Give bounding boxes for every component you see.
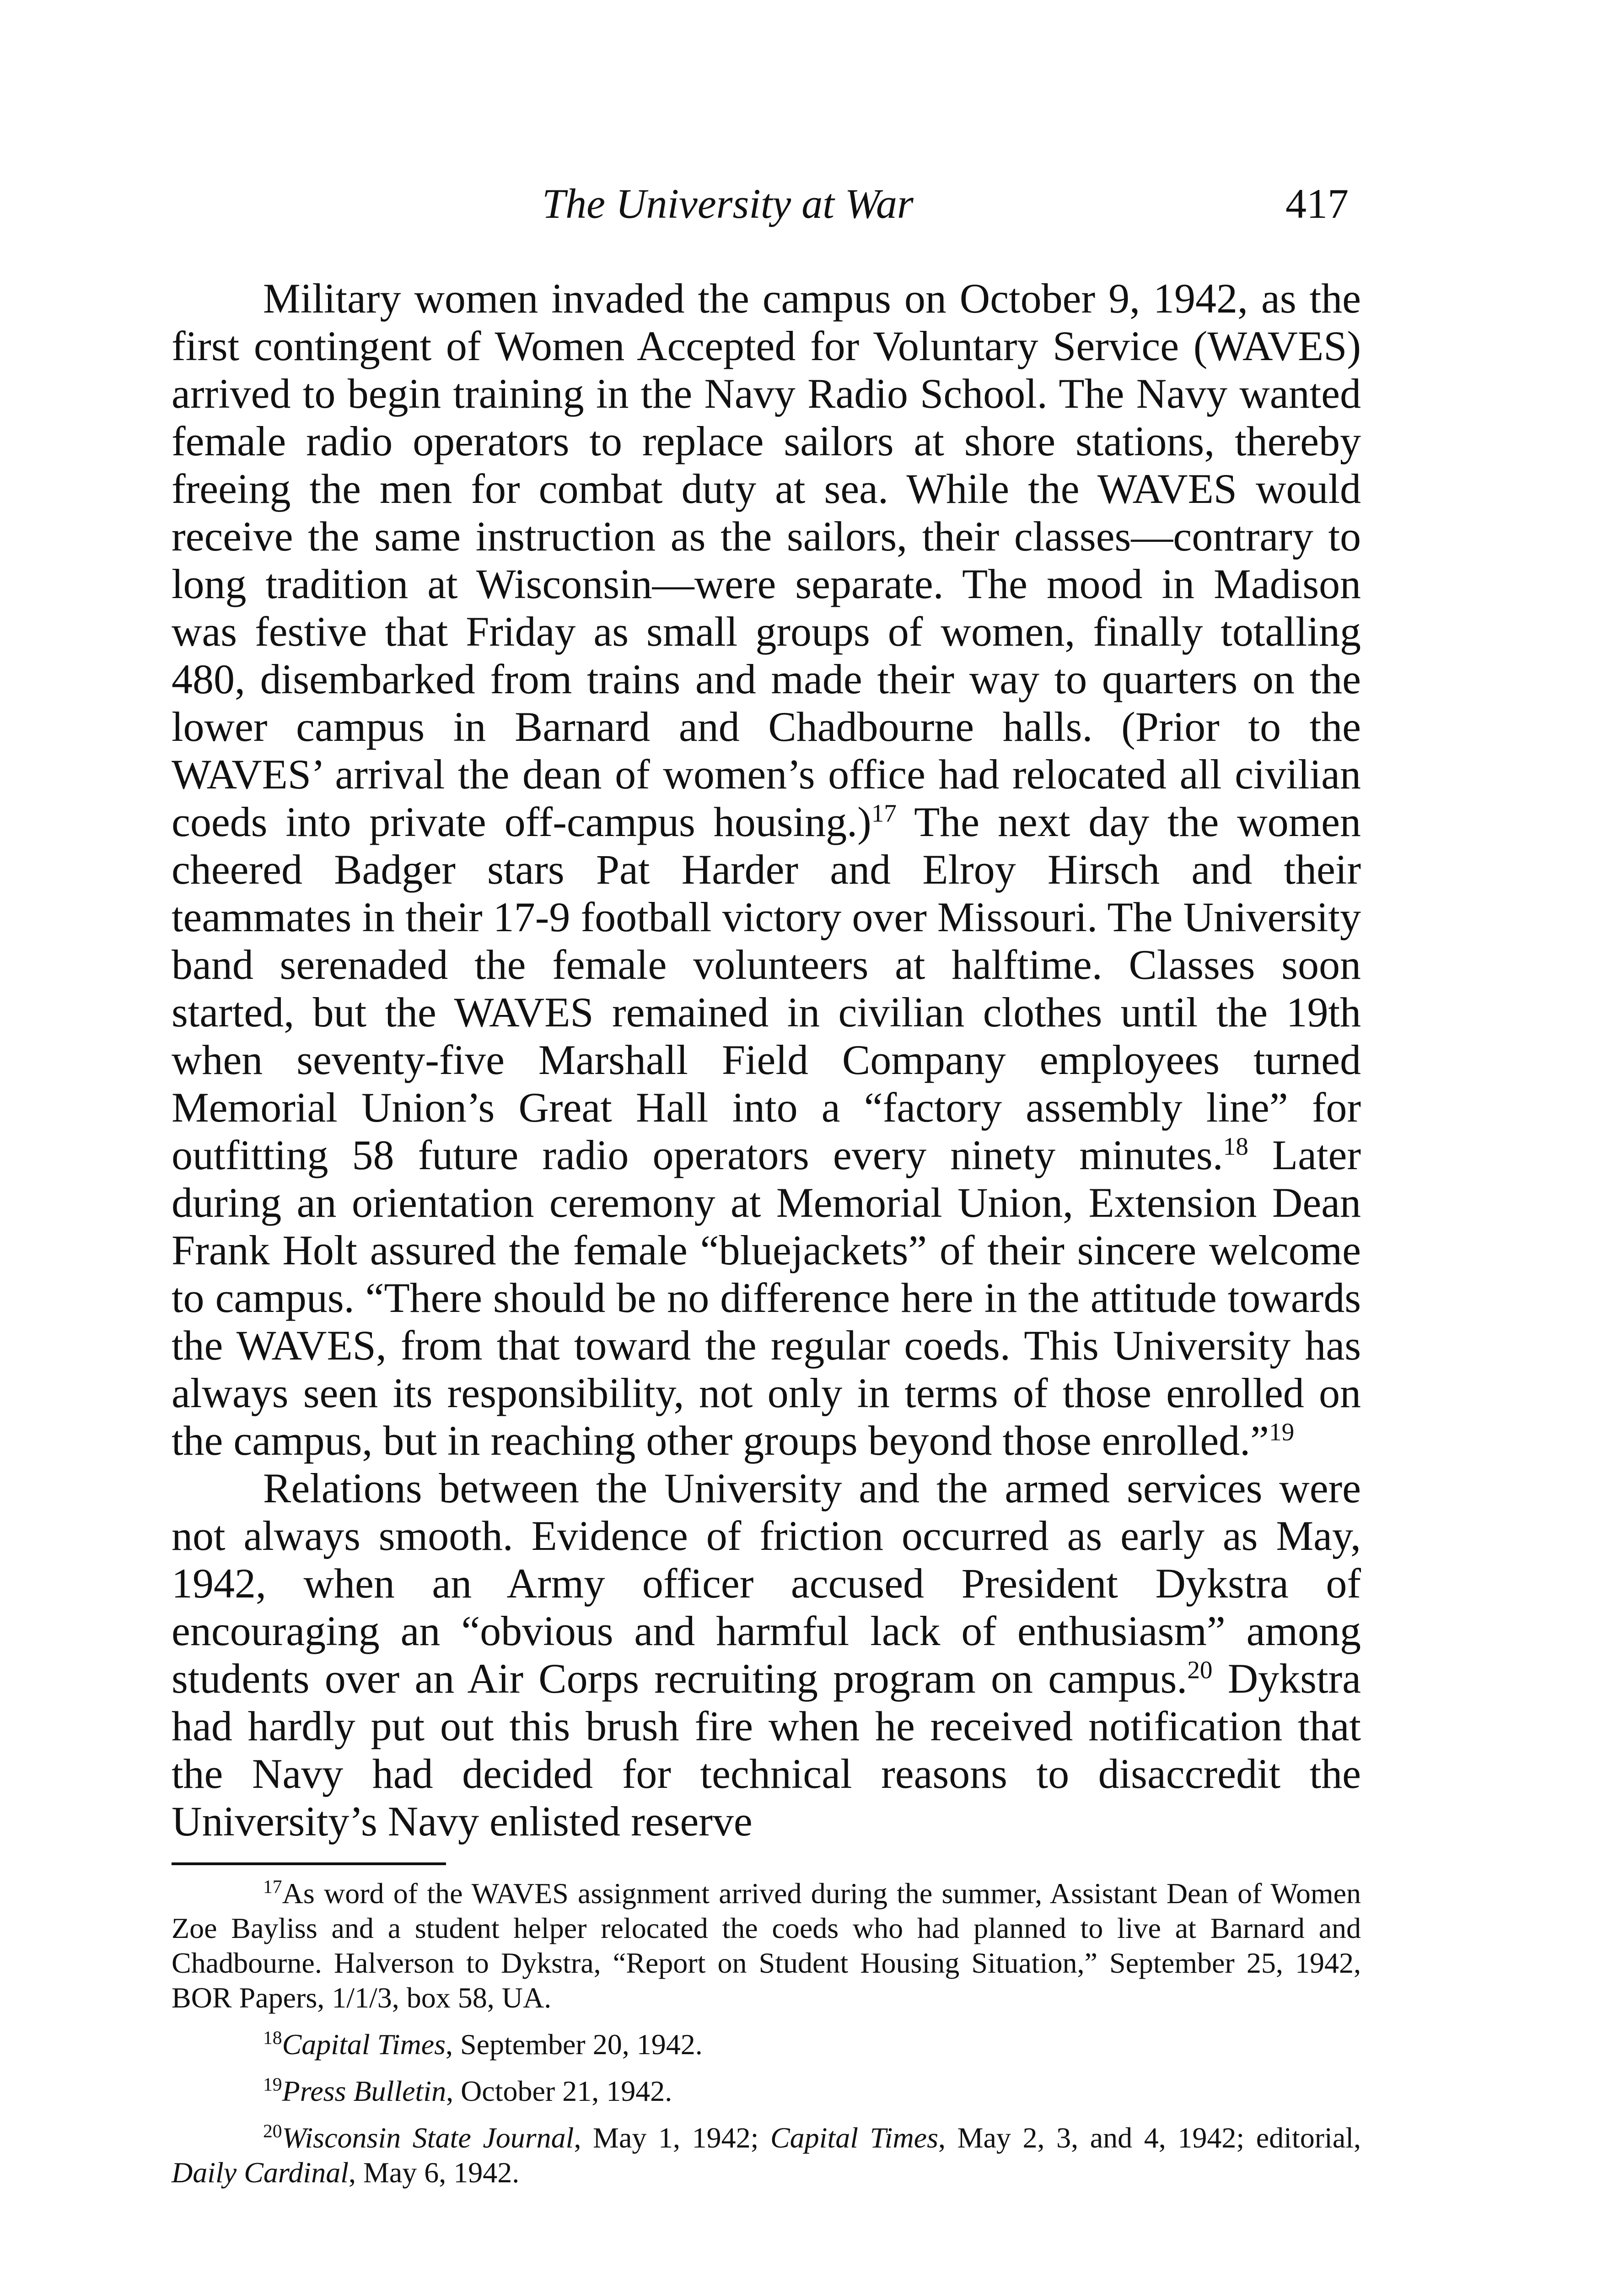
page-number: 417 xyxy=(1285,180,1349,227)
footnote-text: , October 21, 1942. xyxy=(446,2075,672,2107)
footnote-source: Daily Cardinal xyxy=(172,2156,349,2189)
footnote-source: Capital Times xyxy=(282,2028,446,2061)
footnote-source: Press Bulletin xyxy=(282,2075,446,2107)
footnote-ref-18: 18 xyxy=(1223,1132,1248,1160)
paragraph-text: Dykstra had hardly put out this brush fire when he received notification that the Navy had decided for technical reasons to disaccredit the University’s Navy enlisted reserve xyxy=(172,1655,1361,1845)
footnote-ref-19: 19 xyxy=(1269,1418,1295,1446)
footnote-ref-20: 20 xyxy=(1187,1656,1213,1684)
footnote-divider xyxy=(172,1862,446,1865)
footnote-20 xyxy=(172,2121,1361,2190)
footnote-text: , September 20, 1942. xyxy=(446,2028,703,2061)
footnote-19 xyxy=(172,2074,1361,2109)
footnote-text: , May 6, 1942. xyxy=(348,2156,520,2189)
footnote-text: , May 1, 1942; xyxy=(574,2121,770,2154)
paragraph-text: The next day the women cheered Badger stars Pat Harder and Elroy Hirsch and their teammates in their 17-9 football victory over Missouri. The University band serenaded the female volunteers at halftime. Classes soon started, but the WAVES remained in civilian clothes until the 19th when seventy-five Marshall Field Company employees turned Memorial Union’s Great Hall into a “factory assembly line” for outfitting 58 future radio operators every ninety minutes. xyxy=(172,799,1361,1178)
footnote-source: Wisconsin State Journal xyxy=(282,2121,574,2154)
footnote-number: 18 xyxy=(263,2027,282,2048)
footnote-18 xyxy=(172,2027,1361,2062)
paragraph-text: Military women invaded the campus on October 9, 1942, as the first contingent of Women Accepted for Voluntary Service (WAVES) arrived to begin training in the Navy Radio School. The Navy wanted female radio operators to replace sailors at shore stations, thereby freeing the men for combat duty at sea. While the WAVES would receive the same instruction as the sailors, their classes—contrary to long tradition at Wisconsin—were separate. The mood in Madison was festive that Friday as small groups of women, finally totalling 480, disembarked from trains and made their way to quarters on the lower campus in Barnard and Chadbourne halls. (Prior to the WAVES’ arrival the dean of women’s office had relocated all civilian coeds into private off-campus housing.) xyxy=(172,275,1361,845)
running-title: The University at War xyxy=(542,180,914,227)
footnote-ref-17: 17 xyxy=(871,799,897,827)
main-text xyxy=(172,275,1361,1845)
footnote-number: 20 xyxy=(263,2120,282,2142)
body-paragraph xyxy=(172,275,1361,1464)
footnote-number: 17 xyxy=(263,1876,282,1897)
footnote-text: As word of the WAVES assignment arrived during the summer, Assistant Dean of Women Zoe Bayliss and a student helper relocated the coeds who had planned to live at Barnard and Chadbourne. Halverson to Dykstra, “Report on Student Housing Situation,” September 25, 1942, BOR Papers, 1/1/3, box 58, UA. xyxy=(172,1877,1361,2014)
footnote-text: , May 2, 3, and 4, 1942; editorial, xyxy=(938,2121,1361,2154)
footnote-source: Capital Times xyxy=(770,2121,938,2154)
body-paragraph xyxy=(172,1464,1361,1845)
footnotes xyxy=(172,1876,1361,2202)
footnote-number: 19 xyxy=(263,2073,282,2095)
page-header xyxy=(0,176,1624,231)
paragraph-text: Relations between the University and the armed services were not always smooth. Evidence of friction occurred as early as May, 1942, when an Army officer accused President Dykstra of encouraging an “obvious and harmful lack of enthusiasm” among students over an Air Corps recruiting program on campus. xyxy=(172,1465,1361,1702)
paragraph-text: Later during an orientation ceremony at Memorial Union, Extension Dean Frank Holt assured the female “bluejackets” of their sincere welcome to campus. “There should be no difference here in the attitude towards the WAVES, from that toward the regular coeds. This University has always seen its responsibility, not only in terms of those enrolled on the campus, but in reaching other groups beyond those enrolled.” xyxy=(172,1132,1361,1464)
footnote-17 xyxy=(172,1876,1361,2015)
